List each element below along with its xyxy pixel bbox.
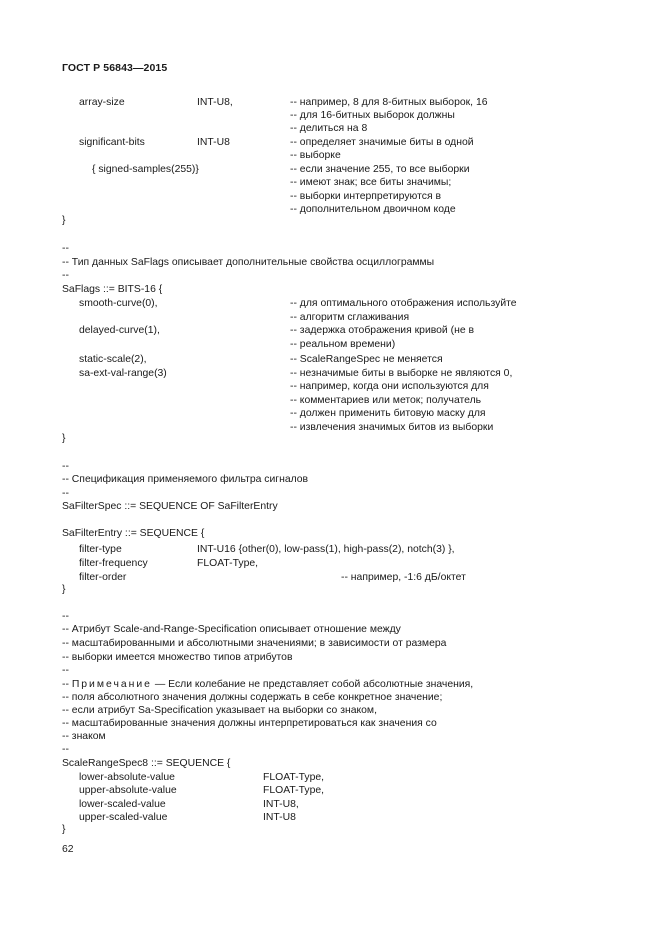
comment-line: -- Атрибут Scale-and-Range-Specification описывает отношение между [62, 624, 401, 635]
note-label: Примечание [71, 679, 152, 690]
comment-line: -- [62, 665, 69, 676]
field-name: lower-scaled-value [79, 799, 166, 810]
field-comment: -- выборки интерпретируются в [290, 191, 441, 202]
field-name: upper-scaled-value [79, 812, 168, 823]
field-comment: -- имеют знак; все биты значимы; [290, 177, 452, 188]
field-name: sa-ext-val-range(3) [79, 368, 167, 379]
field-name: filter-type [79, 544, 122, 555]
field-type: INT-U16 {other(0), low-pass(1), high-pass(2), notch(3) }, [197, 544, 455, 555]
field-type: FLOAT-Type, [263, 785, 325, 796]
type-declaration: SaFlags ::= BITS-16 { [62, 284, 163, 295]
comment-line: -- если атрибут Sa-Specification указывает на выборки со знаком, [62, 705, 377, 716]
field-type: INT-U8, [197, 97, 233, 108]
field-comment: -- выборке [290, 150, 341, 161]
note-line [62, 678, 473, 691]
field-comment: -- реальном времени) [290, 339, 396, 350]
note-text: — Если колебание не представляет собой абсолютные значения, [151, 679, 474, 690]
closing-brace: } [62, 433, 66, 444]
comment-line: -- поля абсолютного значения должны содержать в себе конкретное значение; [62, 692, 443, 703]
field-comment: -- например, -1:6 дБ/октет [341, 572, 466, 583]
field-comment: -- извлечения значимых битов из выборки [290, 422, 494, 433]
document-header: ГОСТ Р 56843—2015 [62, 62, 168, 74]
field-name: { signed-samples(255)} [92, 164, 199, 175]
field-comment: -- делиться на 8 [290, 123, 368, 134]
field-type: FLOAT-Type, [263, 772, 325, 783]
type-declaration: ScaleRangeSpec8 ::= SEQUENCE { [62, 758, 231, 769]
field-comment: -- например, 8 для 8-битных выборок, 16 [290, 97, 488, 108]
type-declaration: SaFilterSpec ::= SEQUENCE OF SaFilterEntry [62, 501, 278, 512]
field-name: lower-absolute-value [79, 772, 175, 783]
comment-line: -- [62, 270, 69, 281]
comment-line: -- [62, 488, 69, 499]
comment-line: -- Спецификация применяемого фильтра сигналов [62, 474, 309, 485]
field-type: INT-U8 [197, 137, 230, 148]
field-comment: -- для оптимального отображения используйте [290, 298, 517, 309]
comment-line: -- [62, 461, 69, 472]
type-declaration: SaFilterEntry ::= SEQUENCE { [62, 528, 205, 539]
closing-brace: } [62, 584, 66, 595]
field-name: filter-frequency [79, 558, 148, 569]
field-name: delayed-curve(1), [79, 325, 160, 336]
note-prefix: -- [62, 679, 72, 690]
field-comment: -- должен применить битовую маску для [290, 408, 486, 419]
comment-line: -- выборки имеется множество типов атрибутов [62, 652, 293, 663]
field-type: FLOAT-Type, [197, 558, 259, 569]
comment-line: -- знаком [62, 731, 106, 742]
field-type: INT-U8, [263, 799, 299, 810]
field-comment: -- задержка отображения кривой (не в [290, 325, 475, 336]
comment-line: -- масштабированные значения должны интерпретироваться как значения со [62, 718, 437, 729]
field-comment: -- ScaleRangeSpec не меняется [290, 354, 443, 365]
field-name: array-size [79, 97, 125, 108]
closing-brace: } [62, 824, 66, 835]
field-comment: -- определяет значимые биты в одной [290, 137, 474, 148]
field-name: significant-bits [79, 137, 145, 148]
field-name: smooth-curve(0), [79, 298, 158, 309]
comment-line: -- масштабированными и абсолютными значениями; в зависимости от размера [62, 638, 447, 649]
comment-line: -- [62, 611, 69, 622]
closing-brace: } [62, 215, 66, 226]
field-name: upper-absolute-value [79, 785, 177, 796]
field-comment: -- незначимые биты в выборке не являются 0, [290, 368, 513, 379]
field-name: static-scale(2), [79, 354, 147, 365]
field-comment: -- комментариев или меток; получатель [290, 395, 482, 406]
field-name: filter-order [79, 572, 127, 583]
comment-line: -- [62, 744, 69, 755]
field-type: INT-U8 [263, 812, 296, 823]
page-number: 62 [62, 844, 74, 855]
field-comment: -- алгоритм сглаживания [290, 312, 410, 323]
field-comment: -- для 16-битных выборок должны [290, 110, 455, 121]
field-comment: -- например, когда они используются для [290, 381, 489, 392]
comment-line: -- [62, 243, 69, 254]
comment-line: -- Тип данных SaFlags описывает дополнительные свойства осциллограммы [62, 257, 435, 268]
field-comment: -- дополнительном двоичном коде [290, 204, 456, 215]
field-comment: -- если значение 255, то все выборки [290, 164, 470, 175]
